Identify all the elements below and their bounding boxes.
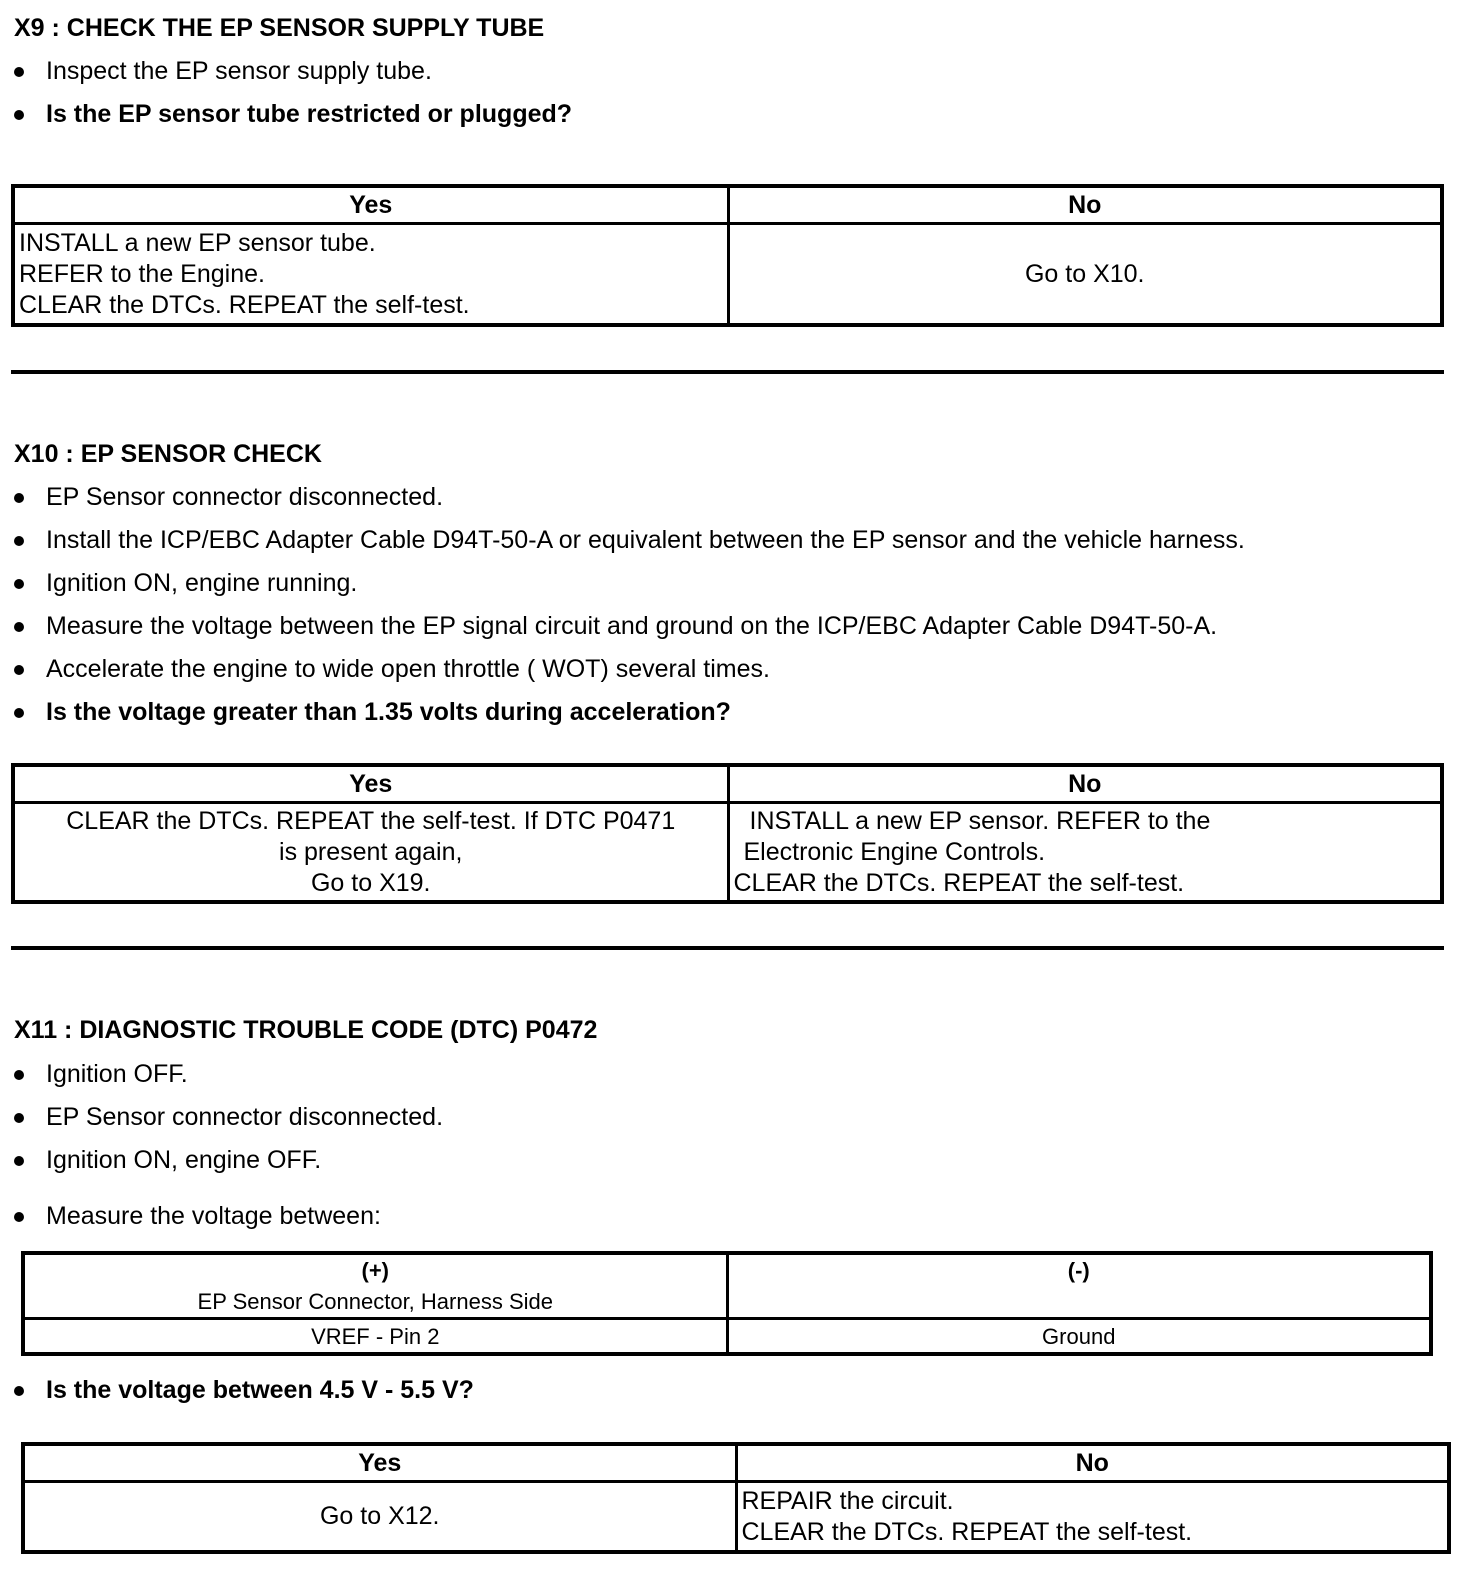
no-cell: Go to X10. <box>728 224 1442 326</box>
bullet-icon <box>14 622 24 632</box>
x10-bullet-2: Install the ICP/EBC Adapter Cable D94T-50-A or equivalent between the EP sensor and the vehicle harness. <box>14 526 1245 555</box>
bullet-icon <box>14 67 24 77</box>
yes-cell: CLEAR the DTCs. REPEAT the self-test. If DTC P0471 is present again, Go to X19. <box>13 803 728 903</box>
x10-bullet-5: Accelerate the engine to wide open throttle ( WOT) several times. <box>14 655 770 684</box>
bullet-icon <box>14 665 24 675</box>
bullet-icon <box>14 579 24 589</box>
plus-value-cell: VREF - Pin 2 <box>23 1319 727 1355</box>
x10-heading: X10 : EP SENSOR CHECK <box>14 440 322 468</box>
section-divider <box>11 946 1444 950</box>
x11-bullet-4: Measure the voltage between: <box>14 1202 381 1231</box>
x11-measure-table <box>21 1251 1433 1356</box>
x10-yes-no-table <box>11 763 1444 904</box>
yes-header: Yes <box>13 186 728 224</box>
bullet-icon <box>14 1386 24 1396</box>
no-header: No <box>728 765 1442 803</box>
x9-yes-no-table <box>11 184 1444 327</box>
yes-header: Yes <box>23 1444 736 1482</box>
yes-header: Yes <box>13 765 728 803</box>
no-header: No <box>736 1444 1449 1482</box>
bullet-icon <box>14 1212 24 1222</box>
bullet-icon <box>14 1156 24 1166</box>
bullet-icon <box>14 493 24 503</box>
x10-bullet-3: Ignition ON, engine running. <box>14 569 357 598</box>
x11-yes-no-table <box>21 1442 1451 1554</box>
no-cell: REPAIR the circuit. CLEAR the DTCs. REPEAT the self-test. <box>736 1482 1449 1553</box>
x11-question: Is the voltage between 4.5 V - 5.5 V? <box>14 1376 474 1405</box>
x11-bullet-2: EP Sensor connector disconnected. <box>14 1103 443 1132</box>
x10-question: Is the voltage greater than 1.35 volts during acceleration? <box>14 698 731 727</box>
x9-heading: X9 : CHECK THE EP SENSOR SUPPLY TUBE <box>14 14 545 42</box>
x10-bullet-4: Measure the voltage between the EP signal circuit and ground on the ICP/EBC Adapter Cable D94T-50-A. <box>14 612 1217 641</box>
x11-bullet-3: Ignition ON, engine OFF. <box>14 1146 321 1175</box>
x11-bullet-1: Ignition OFF. <box>14 1060 188 1089</box>
minus-header-cell: (-) <box>727 1253 1431 1319</box>
bullet-icon <box>14 1113 24 1123</box>
yes-cell: Go to X12. <box>23 1482 736 1553</box>
bullet-icon <box>14 1070 24 1080</box>
bullet-icon <box>14 110 24 120</box>
x9-question: Is the EP sensor tube restricted or plugged? <box>14 100 572 129</box>
x11-heading: X11 : DIAGNOSTIC TROUBLE CODE (DTC) P0472 <box>14 1016 598 1044</box>
bullet-icon <box>14 708 24 718</box>
section-divider <box>11 370 1444 374</box>
x9-bullet-1: Inspect the EP sensor supply tube. <box>14 57 432 86</box>
yes-cell: INSTALL a new EP sensor tube. REFER to the Engine. CLEAR the DTCs. REPEAT the self-test. <box>13 224 728 326</box>
plus-header-cell: (+) EP Sensor Connector, Harness Side <box>23 1253 727 1319</box>
minus-value-cell: Ground <box>727 1319 1431 1355</box>
no-header: No <box>728 186 1442 224</box>
bullet-icon <box>14 536 24 546</box>
x10-bullet-1: EP Sensor connector disconnected. <box>14 483 443 512</box>
no-cell: INSTALL a new EP sensor. REFER to the Electronic Engine Controls. CLEAR the DTCs. REPEAT the self-test. <box>728 803 1442 903</box>
